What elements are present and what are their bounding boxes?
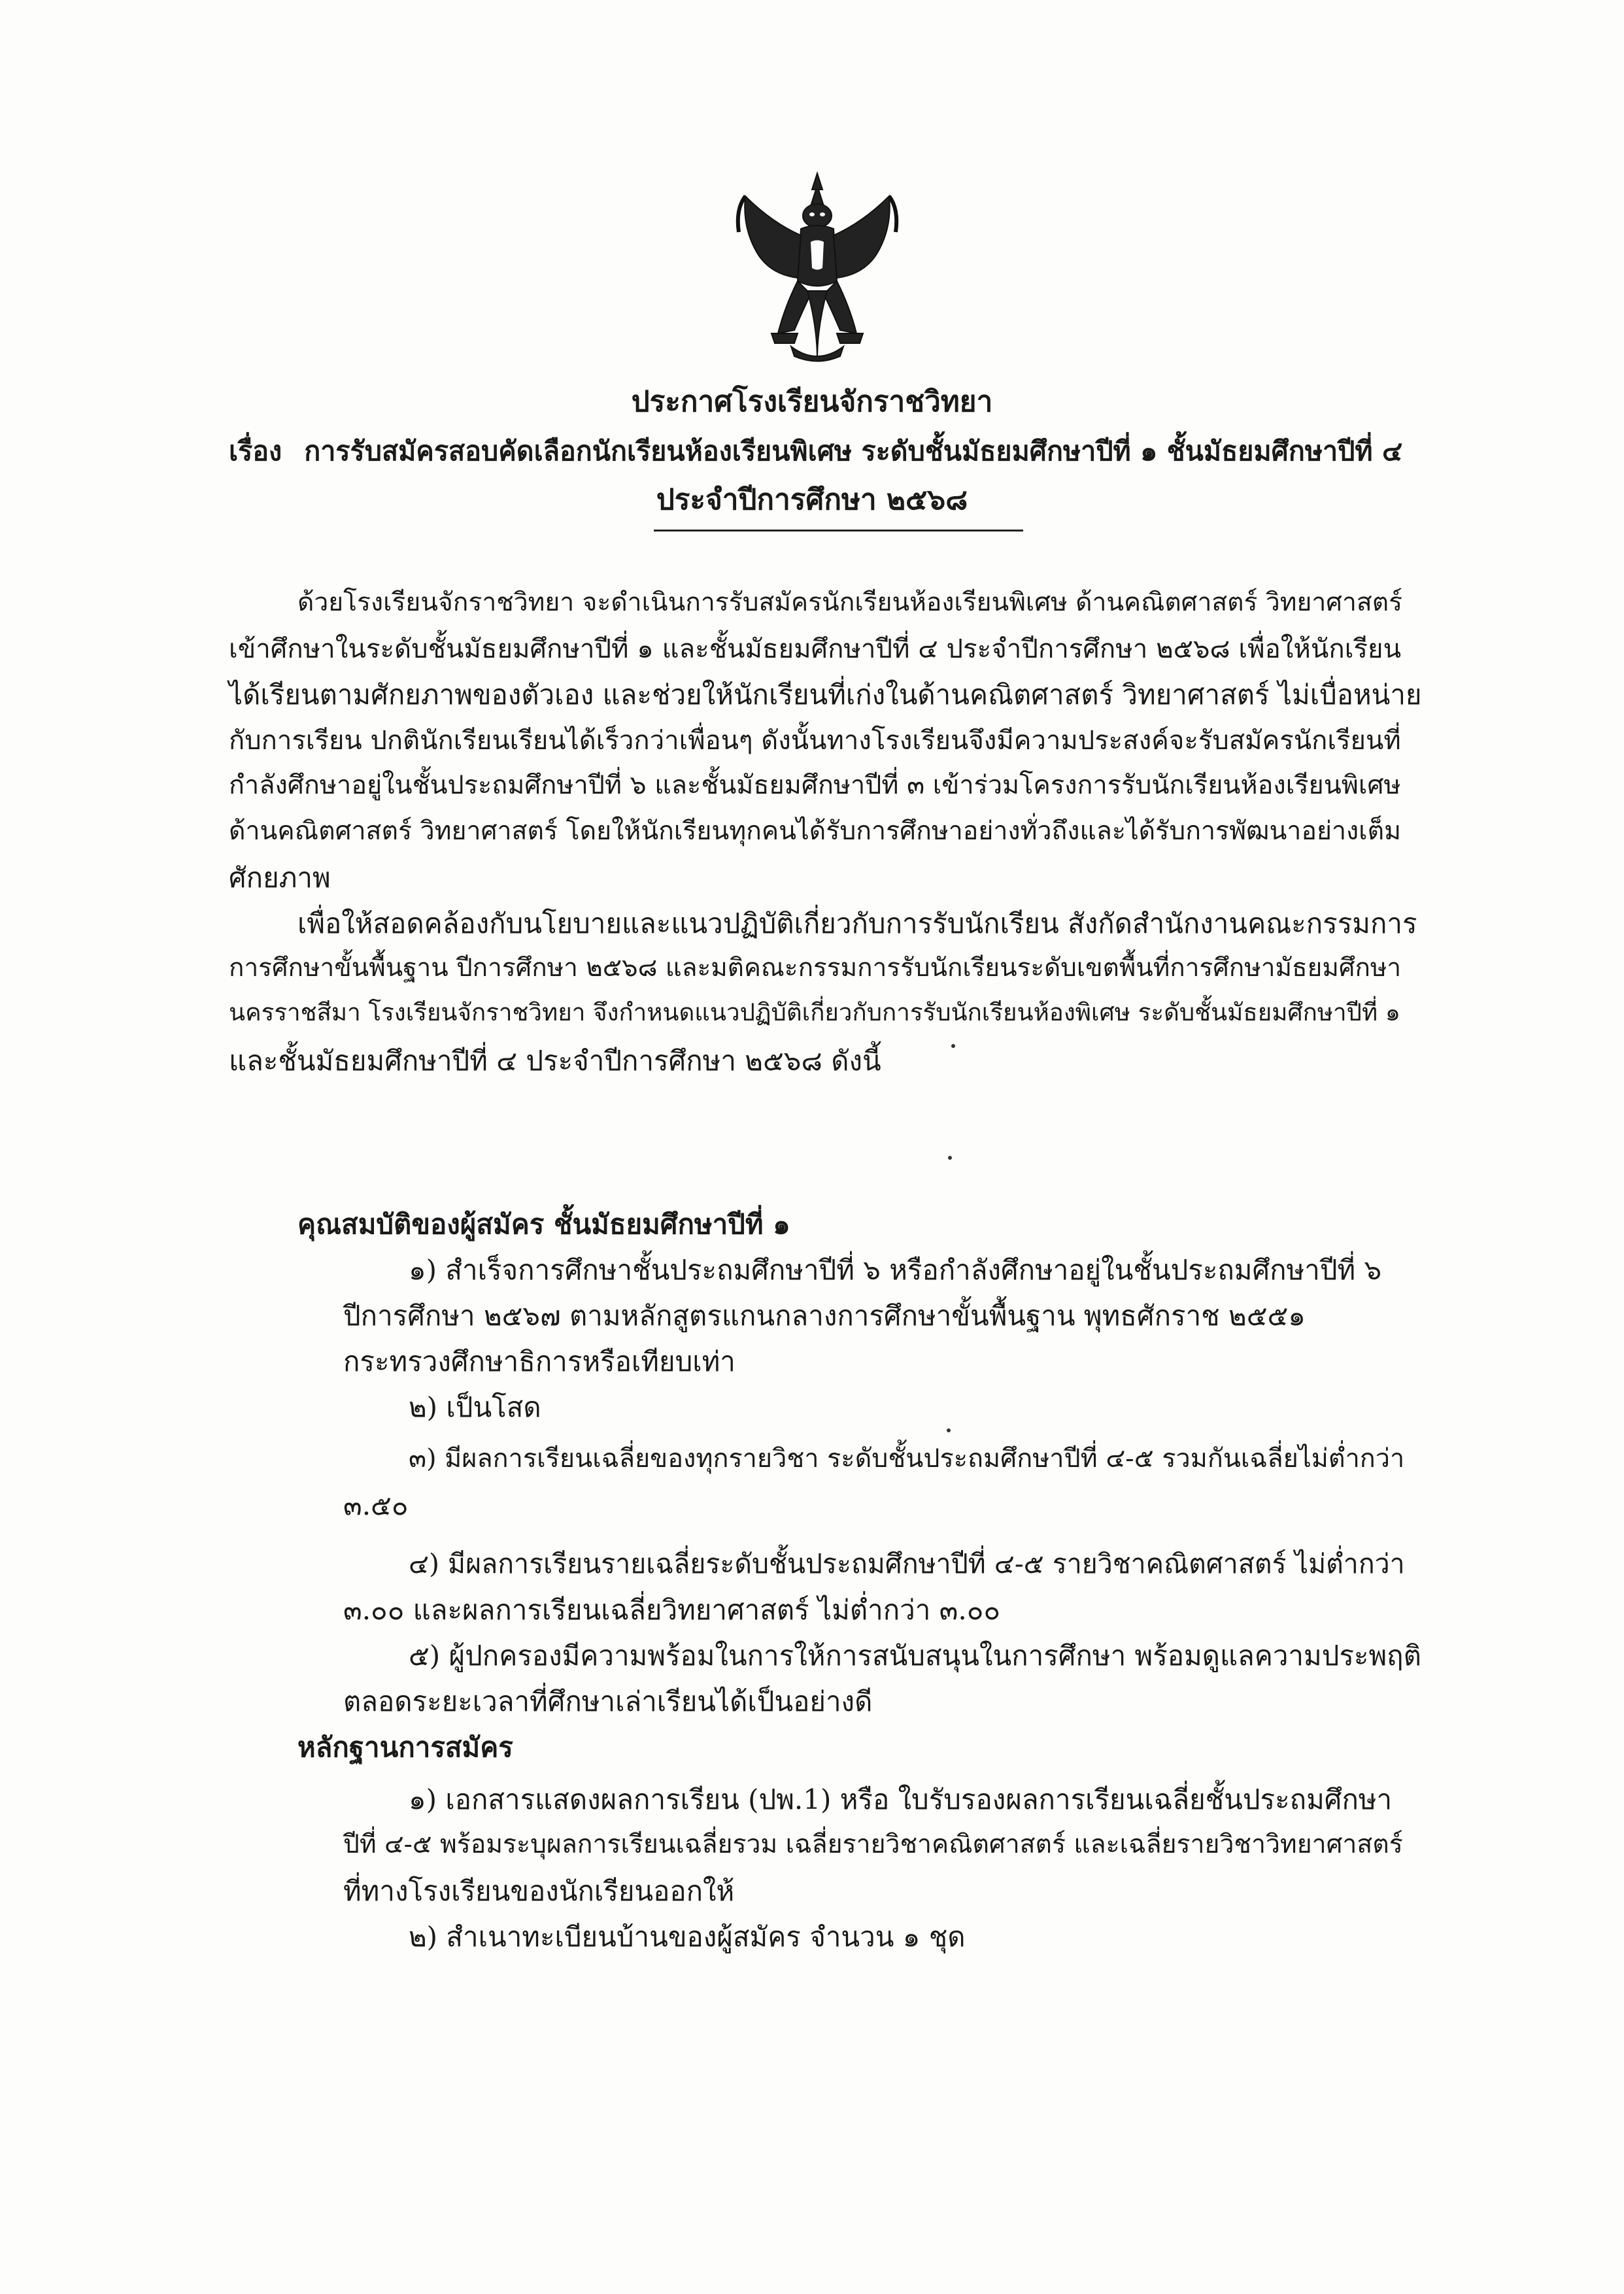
- paragraph-line: และชั้นมัธยมศึกษาปีที่ ๔ ประจำปีการศึกษา ๒๕๖๘ ดังนี้: [229, 1045, 881, 1077]
- paragraph-line: นครราชสีมา โรงเรียนจักราชวิทยา จึงกำหนดแนวปฏิบัติเกี่ยวกับการรับนักเรียนห้องพิเศษ ระดับชั้นมัธยมศึกษาปีที่ ๑: [229, 998, 1401, 1026]
- qualification-item-1-cont: ปีการศึกษา ๒๕๖๗ ตามหลักสูตรแกนกลางการศึกษาขั้นพื้นฐาน พุทธศักราช ๒๕๕๑: [343, 1300, 1306, 1332]
- announcement-subject: [229, 431, 1432, 471]
- paragraph-line: เข้าศึกษาในระดับชั้นมัธยมศึกษาปีที่ ๑ และชั้นมัธยมศึกษาปีที่ ๔ ประจำปีการศึกษา ๒๕๖๘ เพื่อให้นักเรียน: [229, 634, 1402, 664]
- evidence-heading: หลักฐานการสมัคร: [297, 1731, 513, 1763]
- qualification-item-3-cont: ๓.๕๐: [343, 1489, 409, 1521]
- evidence-item-1-cont: ที่ทางโรงเรียนของนักเรียนออกให้: [343, 1875, 735, 1907]
- paragraph-line: ศักยภาพ: [229, 862, 331, 894]
- evidence-item-1-cont: ปีที่ ๔-๕ พร้อมระบุผลการเรียนเฉลี่ยรวม เฉลี่ยรายวิชาคณิตศาสตร์ และเฉลี่ยรายวิชาวิทยาศาสตร์: [343, 1830, 1403, 1859]
- qualification-item-2: ๒) เป็นโสด: [409, 1391, 541, 1423]
- scan-speck: [951, 1044, 955, 1048]
- qualification-item-3: ๓) มีผลการเรียนเฉลี่ยของทุกรายวิชา ระดับชั้นประถมศึกษาปีที่ ๔-๕ รวมกันเฉลี่ยไม่ต่ำกว่า: [409, 1443, 1405, 1474]
- qualification-item-1-cont: กระทรวงศึกษาธิการหรือเทียบเท่า: [343, 1345, 736, 1377]
- garuda-emblem-icon: [732, 170, 902, 366]
- evidence-item-2: ๒) สำเนาทะเบียนบ้านของผู้สมัคร จำนวน ๑ ชุด: [409, 1921, 966, 1953]
- scan-speck: [947, 1428, 951, 1432]
- qualification-item-5-cont: ตลอดระยะเวลาที่ศึกษาเล่าเรียนได้เป็นอย่างดี: [343, 1685, 873, 1717]
- subject-text: การรับสมัครสอบคัดเลือกนักเรียนห้องเรียนพิเศษ ระดับชั้นมัธยมศึกษาปีที่ ๑ ชั้นมัธยมศึกษาปีที่ ๔: [304, 435, 1403, 467]
- paragraph-line: ด้วยโรงเรียนจักราชวิทยา จะดำเนินการรับสมัครนักเรียนห้องเรียนพิเศษ ด้านคณิตศาสตร์ วิทยาศาสตร์: [297, 588, 1403, 617]
- subject-label: เรื่อง: [229, 435, 282, 467]
- paragraph-line: ด้านคณิตศาสตร์ วิทยาศาสตร์ โดยให้นักเรียนทุกคนได้รับการศึกษาอย่างทั่วถึงและได้รับการพัฒนาอย่างเต็ม: [229, 817, 1401, 846]
- qualification-item-4: ๔) มีผลการเรียนรายเฉลี่ยระดับชั้นประถมศึกษาปีที่ ๔-๕ รายวิชาคณิตศาสตร์ ไม่ต่ำกว่า: [409, 1548, 1405, 1579]
- qualification-item-1: ๑) สำเร็จการศึกษาชั้นประถมศึกษาปีที่ ๖ หรือกำลังศึกษาอยู่ในชั้นประถมศึกษาปีที่ ๖: [409, 1254, 1382, 1286]
- paragraph-line: กำลังศึกษาอยู่ในชั้นประถมศึกษาปีที่ ๖ และชั้นมัธยมศึกษาปีที่ ๓ เข้าร่วมโครงการรับนักเรียนห้องเรียนพิเศษ: [229, 770, 1401, 800]
- announcement-title: ประกาศโรงเรียนจักราชวิทยา: [631, 385, 993, 418]
- paragraph-line: การศึกษาขั้นพื้นฐาน ปีการศึกษา ๒๕๖๘ และมติคณะกรรมการรับนักเรียนระดับเขตพื้นที่การศึกษามัธยมศึกษา: [229, 953, 1402, 983]
- paragraph-line: เพื่อให้สอดคล้องกับนโยบายและแนวปฏิบัติเกี่ยวกับการรับนักเรียน สังกัดสำนักงานคณะกรรมการ: [297, 907, 1417, 939]
- announcement-year: ประจำปีการศึกษา ๒๕๖๘: [656, 483, 968, 516]
- qualification-item-4-cont: ๓.๐๐ และผลการเรียนเฉลี่ยวิทยาศาสตร์ ไม่ต่ำกว่า ๓.๐๐: [343, 1594, 1000, 1626]
- qualification-item-5: ๕) ผู้ปกครองมีความพร้อมในการให้การสนับสนุนในการศึกษา พร้อมดูแลความประพฤติ: [409, 1640, 1421, 1672]
- scan-speck: [948, 1156, 952, 1160]
- evidence-item-1: ๑) เอกสารแสดงผลการเรียน (ปพ.1) หรือ ใบรับรองผลการเรียนเฉลี่ยชั้นประถมศึกษา: [409, 1783, 1393, 1815]
- paragraph-line: กับการเรียน ปกตินักเรียนเรียนได้เร็วกว่าเพื่อนๆ ดังนั้นทางโรงเรียนจึงมีความประสงค์จะรับสมัครนักเรียนที่: [229, 726, 1401, 756]
- qualifications-heading: คุณสมบัติของผู้สมัคร ชั้นมัธยมศึกษาปีที่ ๑: [297, 1208, 790, 1240]
- header-divider: [654, 530, 1023, 531]
- paragraph-line: ได้เรียนตามศักยภาพของตัวเอง และช่วยให้นักเรียนที่เก่งในด้านคณิตศาสตร์ วิทยาศาสตร์ ไม่เบื่อหน่าย: [229, 679, 1422, 711]
